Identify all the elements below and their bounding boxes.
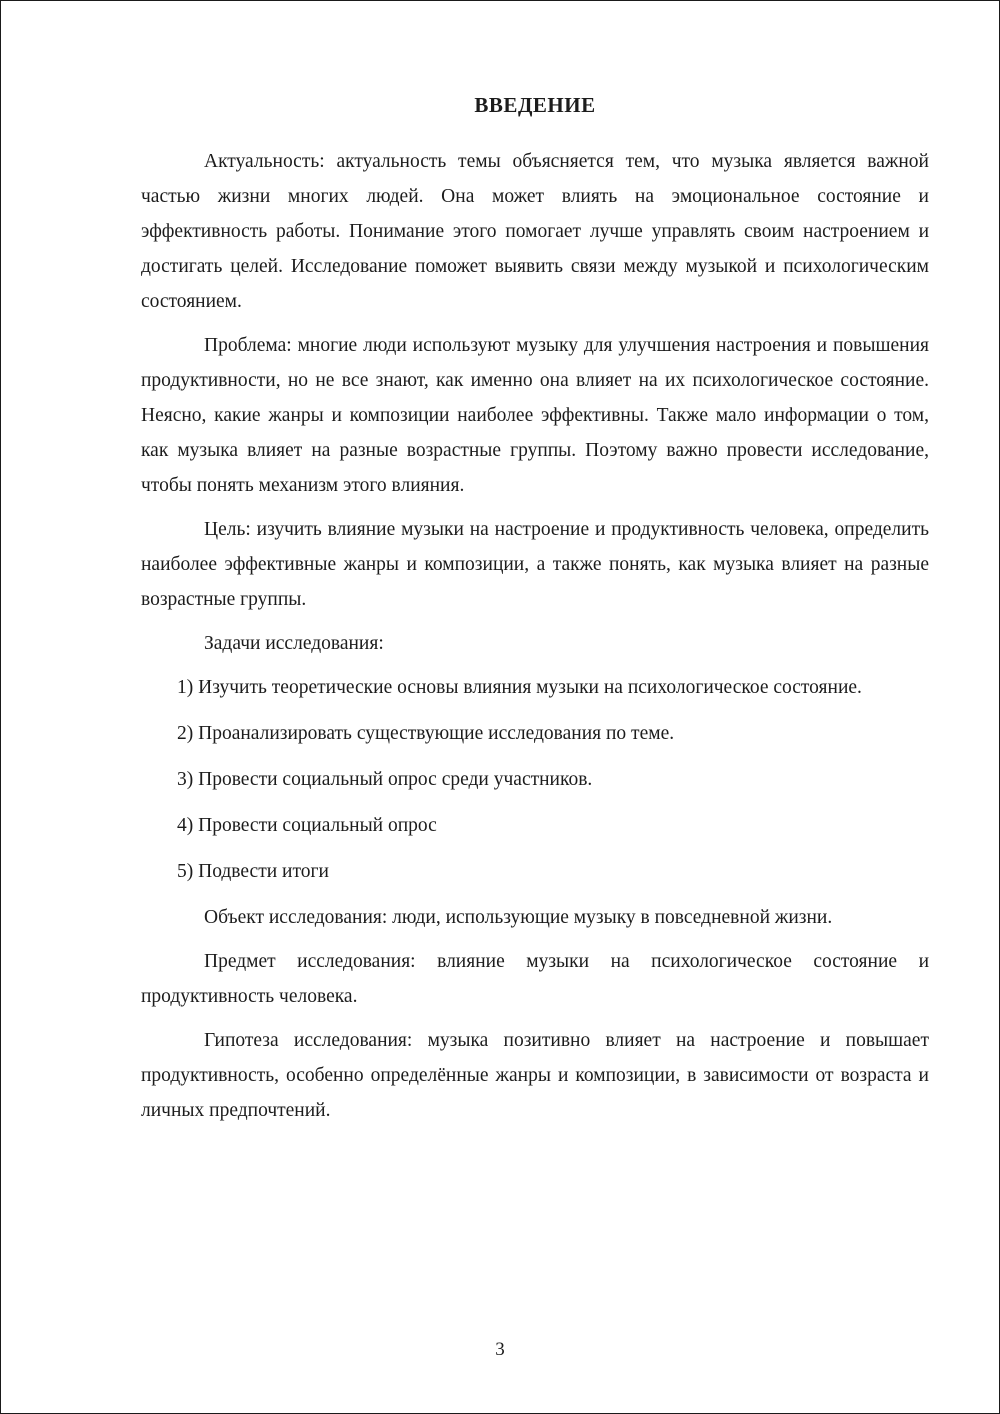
paragraph-hypothesis: Гипотеза исследования: музыка позитивно влияет на настроение и повышает продуктивность, особенно определённые жанры и композиции, в зависимости от возраста и личных предпочтений. [141, 1030, 929, 1121]
paragraph-problem: Проблема: многие люди используют музыку для улучшения настроения и повышения продуктивности, но не все знают, как именно она влияет на их психологическое состояние. Неясно, какие жанры и композиции наиболее эффективны. Также мало информации о том, как музыка влияет на разные возрастные группы. Поэтому важно провести исследование, чтобы понять механизм этого влияния. [141, 335, 929, 496]
task-item-3: 3) Провести социальный опрос среди участников. [177, 769, 593, 790]
task-item-5: 5) Подвести итоги [177, 861, 329, 882]
paragraph-object: Объект исследования: люди, использующие музыку в повседневной жизни. [204, 907, 833, 928]
page-number: 3 [495, 1339, 505, 1360]
paragraph-goal: Цель: изучить влияние музыки на настроение и продуктивность человека, определить наиболее эффективные жанры и композиции, а также понять, как музыка влияет на разные возрастные группы. [141, 519, 929, 610]
paragraph-relevance: Актуальность: актуальность темы объясняется тем, что музыка является важной частью жизни многих людей. Она может влиять на эмоциональное состояние и эффективность работы. Понимание этого помогает лучше управлять своим настроением и достигать целей. Исследование поможет выявить связи между музыкой и психологическим состоянием. [141, 151, 929, 312]
task-item-1: 1) Изучить теоретические основы влияния музыки на психологическое состояние. [177, 677, 862, 698]
task-item-4: 4) Провести социальный опрос [177, 815, 437, 836]
paragraph-subject: Предмет исследования: влияние музыки на психологическое состояние и продуктивность человека. [141, 951, 929, 1007]
page-title: ВВЕДЕНИЕ [474, 93, 596, 117]
paragraph-tasks-heading: Задачи исследования: [204, 633, 384, 654]
task-item-2: 2) Проанализировать существующие исследования по теме. [177, 723, 675, 744]
